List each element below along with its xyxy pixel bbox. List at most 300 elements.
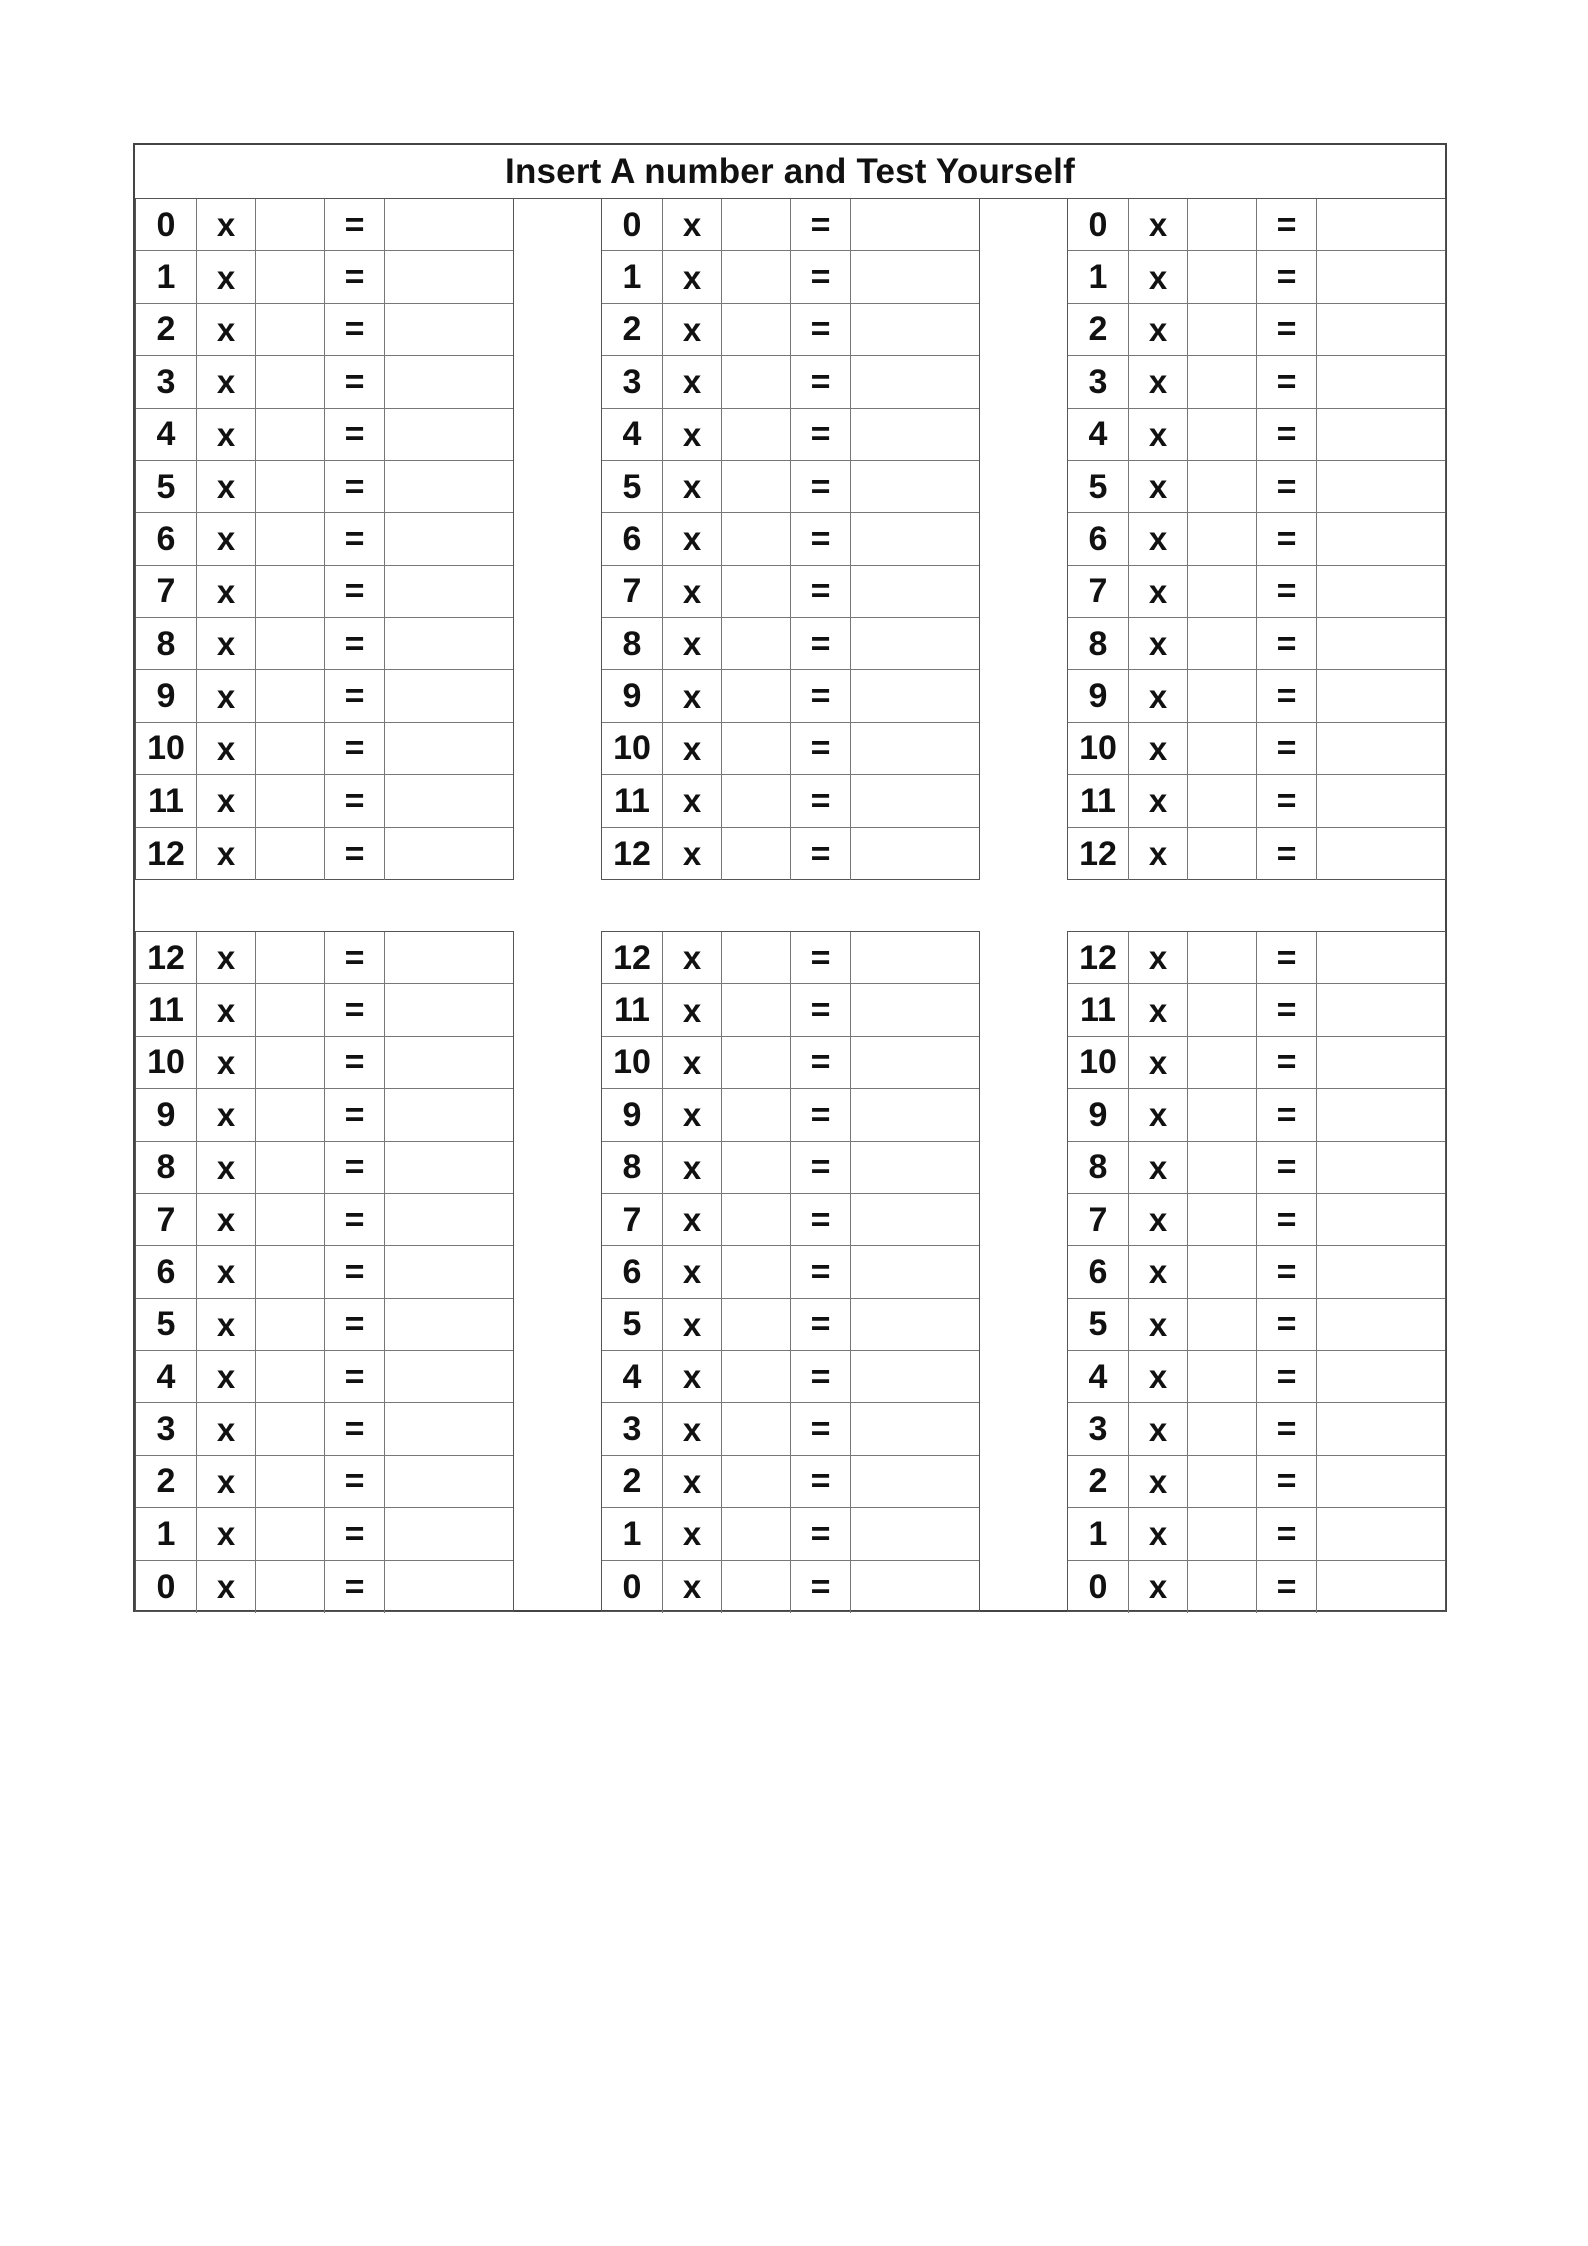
multiplier-input[interactable]	[722, 251, 790, 302]
answer-input[interactable]	[385, 513, 513, 564]
multiplicand-number: 8	[1068, 1142, 1129, 1193]
table-row	[1068, 1403, 1445, 1455]
multiplier-input[interactable]	[256, 566, 324, 617]
multiply-sign: x	[197, 409, 256, 460]
multiply-sign: x	[1129, 513, 1188, 564]
answer-input[interactable]	[851, 566, 979, 617]
multiplicand-number: 8	[602, 1142, 663, 1193]
answer-cell	[385, 513, 513, 564]
multiplier-input[interactable]	[256, 409, 324, 460]
answer-input[interactable]	[851, 618, 979, 669]
multiplier-input[interactable]	[1188, 1299, 1256, 1350]
multiplier-input[interactable]	[1188, 828, 1256, 880]
multiplier-cell	[1188, 566, 1257, 617]
equals-sign: =	[1257, 775, 1317, 826]
table-row	[1068, 304, 1445, 356]
answer-cell	[385, 1351, 513, 1402]
multiplier-cell	[722, 356, 791, 407]
answer-cell	[385, 566, 513, 617]
answer-input[interactable]	[385, 1194, 513, 1245]
answer-input[interactable]	[1317, 409, 1445, 460]
table-row	[602, 304, 979, 356]
table-row	[136, 566, 513, 618]
multiply-sign: x	[1129, 1561, 1188, 1613]
multiplier-input[interactable]	[1188, 1246, 1256, 1297]
answer-input[interactable]	[385, 670, 513, 721]
multiplicand-number: 12	[1068, 828, 1129, 880]
multiplier-input[interactable]	[256, 1089, 324, 1140]
multiplier-input[interactable]	[256, 1299, 324, 1350]
answer-input[interactable]	[851, 670, 979, 721]
answer-cell	[385, 984, 513, 1035]
answer-cell	[851, 932, 979, 983]
multiplicand-number: 2	[602, 304, 663, 355]
answer-cell	[385, 618, 513, 669]
multiplier-input[interactable]	[722, 1246, 790, 1297]
multiplier-cell	[1188, 513, 1257, 564]
table-row	[602, 984, 979, 1036]
table-row	[1068, 618, 1445, 670]
answer-cell	[851, 984, 979, 1035]
multiplier-cell	[256, 409, 325, 460]
answer-input[interactable]	[1317, 304, 1445, 355]
answer-cell	[851, 1089, 979, 1140]
answer-input[interactable]	[1317, 1246, 1445, 1297]
multiplier-cell	[256, 1194, 325, 1245]
answer-input[interactable]	[851, 1508, 979, 1559]
multiplicand-number: 6	[136, 513, 197, 564]
multiplier-input[interactable]	[256, 356, 324, 407]
multiplier-cell	[256, 356, 325, 407]
answer-input[interactable]	[385, 1351, 513, 1402]
multiplier-input[interactable]	[256, 304, 324, 355]
multiplier-input[interactable]	[1188, 984, 1256, 1035]
answer-input[interactable]	[1317, 513, 1445, 564]
answer-input[interactable]	[851, 199, 979, 250]
answer-input[interactable]	[385, 1561, 513, 1613]
multiplier-input[interactable]	[1188, 1194, 1256, 1245]
equals-sign: =	[791, 356, 851, 407]
table-row	[602, 461, 979, 513]
multiplier-input[interactable]	[1188, 304, 1256, 355]
answer-input[interactable]	[851, 1089, 979, 1140]
answer-input[interactable]	[1317, 775, 1445, 826]
answer-cell	[1317, 513, 1445, 564]
multiplicand-number: 4	[136, 409, 197, 460]
multiplier-input[interactable]	[256, 513, 324, 564]
answer-cell	[385, 1561, 513, 1613]
multiplier-cell	[1188, 1508, 1257, 1559]
multiplier-input[interactable]	[722, 932, 790, 983]
answer-cell	[1317, 409, 1445, 460]
equals-sign: =	[325, 1403, 385, 1454]
answer-input[interactable]	[385, 1508, 513, 1559]
answer-input[interactable]	[1317, 1508, 1445, 1559]
equals-sign: =	[1257, 984, 1317, 1035]
answer-input[interactable]	[851, 304, 979, 355]
multiplier-input[interactable]	[722, 670, 790, 721]
multiply-sign: x	[197, 1561, 256, 1613]
multiplier-input[interactable]	[1188, 1351, 1256, 1402]
multiplier-input[interactable]	[722, 1089, 790, 1140]
equals-sign: =	[791, 1142, 851, 1193]
multiply-sign: x	[1129, 461, 1188, 512]
multiplier-input[interactable]	[1188, 356, 1256, 407]
equals-sign: =	[791, 1456, 851, 1507]
answer-input[interactable]	[385, 1142, 513, 1193]
multiplicand-number: 4	[602, 1351, 663, 1402]
multiplier-input[interactable]	[256, 199, 324, 250]
multiplier-input[interactable]	[256, 1508, 324, 1559]
answer-input[interactable]	[851, 932, 979, 983]
multiplier-cell	[1188, 1142, 1257, 1193]
answer-cell	[1317, 199, 1445, 250]
multiply-sign: x	[663, 513, 722, 564]
answer-cell	[851, 304, 979, 355]
answer-input[interactable]	[851, 1351, 979, 1402]
multiplicand-number: 2	[136, 304, 197, 355]
multiplier-input[interactable]	[256, 1194, 324, 1245]
answer-input[interactable]	[385, 1037, 513, 1088]
multiplier-input[interactable]	[256, 1142, 324, 1193]
answer-input[interactable]	[385, 1089, 513, 1140]
answer-input[interactable]	[385, 618, 513, 669]
answer-cell	[851, 356, 979, 407]
table-row	[1068, 723, 1445, 775]
multiplier-input[interactable]	[256, 1037, 324, 1088]
multiplier-input[interactable]	[256, 670, 324, 721]
answer-input[interactable]	[851, 1037, 979, 1088]
answer-input[interactable]	[1317, 1456, 1445, 1507]
multiplier-input[interactable]	[1188, 1456, 1256, 1507]
equals-sign: =	[1257, 618, 1317, 669]
multiplier-input[interactable]	[1188, 1508, 1256, 1559]
answer-input[interactable]	[1317, 566, 1445, 617]
multiplier-input[interactable]	[722, 828, 790, 880]
table-row	[1068, 1508, 1445, 1560]
multiplier-input[interactable]	[256, 723, 324, 774]
answer-input[interactable]	[851, 251, 979, 302]
answer-cell	[851, 723, 979, 774]
multiplier-input[interactable]	[722, 461, 790, 512]
answer-input[interactable]	[1317, 618, 1445, 669]
table-row	[602, 1246, 979, 1298]
multiplier-input[interactable]	[1188, 1403, 1256, 1454]
equals-sign: =	[325, 984, 385, 1035]
multiplicand-number: 0	[1068, 199, 1129, 250]
multiply-sign: x	[197, 1456, 256, 1507]
answer-input[interactable]	[385, 409, 513, 460]
answer-input[interactable]	[1317, 1194, 1445, 1245]
multiplier-cell	[722, 1456, 791, 1507]
table-row	[136, 828, 513, 880]
answer-input[interactable]	[851, 1142, 979, 1193]
table-row	[136, 984, 513, 1036]
answer-cell	[1317, 984, 1445, 1035]
table-row	[136, 251, 513, 303]
equals-sign: =	[1257, 1403, 1317, 1454]
answer-cell	[851, 1403, 979, 1454]
table-row	[602, 1194, 979, 1246]
equals-sign: =	[325, 566, 385, 617]
answer-input[interactable]	[1317, 1561, 1445, 1613]
answer-cell	[1317, 723, 1445, 774]
answer-input[interactable]	[851, 1403, 979, 1454]
multiplicand-number: 11	[1068, 775, 1129, 826]
multiplier-cell	[1188, 304, 1257, 355]
answer-input[interactable]	[385, 828, 513, 880]
multiplier-input[interactable]	[256, 828, 324, 880]
multiplicand-number: 5	[136, 1299, 197, 1350]
answer-input[interactable]	[385, 1456, 513, 1507]
answer-input[interactable]	[851, 461, 979, 512]
multiply-sign: x	[1129, 828, 1188, 880]
multiplier-input[interactable]	[722, 513, 790, 564]
answer-input[interactable]	[851, 1299, 979, 1350]
multiplier-input[interactable]	[256, 618, 324, 669]
multiply-sign: x	[1129, 1037, 1188, 1088]
answer-cell	[851, 618, 979, 669]
answer-input[interactable]	[851, 1561, 979, 1613]
equals-sign: =	[325, 1299, 385, 1350]
multiplier-cell	[256, 1403, 325, 1454]
answer-input[interactable]	[1317, 1299, 1445, 1350]
table-row	[602, 356, 979, 408]
equals-sign: =	[1257, 566, 1317, 617]
multiplier-cell	[256, 1508, 325, 1559]
multiplier-cell	[256, 461, 325, 512]
multiplier-input[interactable]	[722, 1299, 790, 1350]
multiplicand-number: 1	[602, 1508, 663, 1559]
multiply-sign: x	[197, 1299, 256, 1350]
multiplicand-number: 11	[602, 984, 663, 1035]
equals-sign: =	[1257, 1037, 1317, 1088]
multiplicand-number: 3	[1068, 1403, 1129, 1454]
answer-cell	[851, 670, 979, 721]
answer-cell	[385, 1299, 513, 1350]
multiplier-input[interactable]	[256, 1403, 324, 1454]
multiply-sign: x	[1129, 775, 1188, 826]
multiplier-input[interactable]	[1188, 251, 1256, 302]
answer-input[interactable]	[851, 828, 979, 880]
equals-sign: =	[791, 1508, 851, 1559]
multiplier-input[interactable]	[1188, 409, 1256, 460]
multiplier-cell	[256, 1037, 325, 1088]
multiply-sign: x	[1129, 566, 1188, 617]
multiplicand-number: 0	[602, 199, 663, 250]
answer-input[interactable]	[385, 984, 513, 1035]
multiply-sign: x	[197, 828, 256, 880]
multiplier-input[interactable]	[722, 984, 790, 1035]
equals-sign: =	[1257, 932, 1317, 983]
equals-sign: =	[325, 304, 385, 355]
table-row	[1068, 1142, 1445, 1194]
multiplier-cell	[722, 199, 791, 250]
multiply-sign: x	[663, 1508, 722, 1559]
answer-input[interactable]	[1317, 828, 1445, 880]
multiplier-input[interactable]	[1188, 775, 1256, 826]
table-row	[1068, 409, 1445, 461]
table-row	[136, 1351, 513, 1403]
multiply-sign: x	[1129, 1508, 1188, 1559]
multiplier-cell	[1188, 461, 1257, 512]
multiplier-input[interactable]	[256, 1246, 324, 1297]
answer-input[interactable]	[851, 775, 979, 826]
multiplier-cell	[256, 1456, 325, 1507]
multiplier-input[interactable]	[256, 775, 324, 826]
multiplier-input[interactable]	[1188, 1037, 1256, 1088]
multiplicand-number: 4	[1068, 1351, 1129, 1402]
answer-input[interactable]	[385, 356, 513, 407]
multiply-sign: x	[1129, 1142, 1188, 1193]
table-row	[602, 775, 979, 827]
answer-input[interactable]	[1317, 1089, 1445, 1140]
multiplier-input[interactable]	[1188, 618, 1256, 669]
answer-input[interactable]	[385, 1299, 513, 1350]
multiplier-input[interactable]	[1188, 461, 1256, 512]
multiply-sign: x	[1129, 1299, 1188, 1350]
equals-sign: =	[325, 670, 385, 721]
answer-input[interactable]	[1317, 199, 1445, 250]
multiplier-input[interactable]	[256, 1561, 324, 1613]
multiplicand-number: 2	[1068, 1456, 1129, 1507]
table-row	[136, 932, 513, 984]
table-row	[1068, 356, 1445, 408]
equals-sign: =	[325, 356, 385, 407]
multiplier-input[interactable]	[722, 1351, 790, 1402]
answer-input[interactable]	[1317, 1037, 1445, 1088]
answer-input[interactable]	[385, 775, 513, 826]
answer-input[interactable]	[1317, 251, 1445, 302]
equals-sign: =	[325, 199, 385, 250]
multiplicand-number: 4	[136, 1351, 197, 1402]
answer-input[interactable]	[1317, 1142, 1445, 1193]
table-row	[602, 1456, 979, 1508]
multiplier-cell	[256, 1246, 325, 1297]
multiplier-input[interactable]	[256, 251, 324, 302]
multiplier-input[interactable]	[1188, 1142, 1256, 1193]
answer-input[interactable]	[851, 356, 979, 407]
answer-cell	[1317, 356, 1445, 407]
multiplier-input[interactable]	[1188, 199, 1256, 250]
answer-input[interactable]	[851, 1246, 979, 1297]
multiply-sign: x	[197, 513, 256, 564]
answer-input[interactable]	[385, 566, 513, 617]
multiplier-input[interactable]	[722, 1508, 790, 1559]
multiplier-input[interactable]	[1188, 670, 1256, 721]
answer-input[interactable]	[1317, 1403, 1445, 1454]
multiplicand-number: 1	[136, 251, 197, 302]
answer-input[interactable]	[385, 304, 513, 355]
multiplier-input[interactable]	[722, 199, 790, 250]
multiplier-input[interactable]	[256, 1456, 324, 1507]
answer-input[interactable]	[385, 1403, 513, 1454]
answer-input[interactable]	[851, 723, 979, 774]
multiplier-input[interactable]	[722, 723, 790, 774]
answer-input[interactable]	[1317, 932, 1445, 983]
multiply-sign: x	[197, 618, 256, 669]
answer-input[interactable]	[385, 723, 513, 774]
multiplicand-number: 9	[1068, 670, 1129, 721]
multiply-sign: x	[197, 932, 256, 983]
multiplier-input[interactable]	[722, 566, 790, 617]
multiplier-input[interactable]	[722, 1561, 790, 1613]
answer-input[interactable]	[385, 1246, 513, 1297]
multiplier-cell	[256, 1089, 325, 1140]
equals-sign: =	[1257, 1508, 1317, 1559]
answer-input[interactable]	[1317, 723, 1445, 774]
answer-cell	[385, 1142, 513, 1193]
answer-cell	[851, 1142, 979, 1193]
answer-input[interactable]	[851, 1194, 979, 1245]
multiplier-input[interactable]	[1188, 1089, 1256, 1140]
multiply-sign: x	[1129, 304, 1188, 355]
answer-input[interactable]	[1317, 670, 1445, 721]
multiplier-input[interactable]	[1188, 513, 1256, 564]
answer-cell	[385, 409, 513, 460]
multiplicand-number: 0	[1068, 1561, 1129, 1613]
answer-cell	[385, 1403, 513, 1454]
answer-input[interactable]	[851, 513, 979, 564]
answer-input[interactable]	[385, 932, 513, 983]
multiplier-input[interactable]	[722, 1142, 790, 1193]
multiply-sign: x	[197, 723, 256, 774]
multiplier-input[interactable]	[722, 356, 790, 407]
multiplier-input[interactable]	[722, 409, 790, 460]
answer-input[interactable]	[385, 251, 513, 302]
multiplier-input[interactable]	[722, 1037, 790, 1088]
multiply-sign: x	[1129, 1403, 1188, 1454]
answer-input[interactable]	[1317, 461, 1445, 512]
equals-sign: =	[1257, 1142, 1317, 1193]
multiply-sign: x	[197, 1142, 256, 1193]
equals-sign: =	[791, 513, 851, 564]
equals-sign: =	[325, 1456, 385, 1507]
worksheet-title: Insert A number and Test Yourself	[135, 145, 1445, 199]
multiplier-input[interactable]	[256, 461, 324, 512]
multiplier-cell	[256, 566, 325, 617]
answer-input[interactable]	[385, 461, 513, 512]
multiplier-input[interactable]	[1188, 566, 1256, 617]
multiplier-input[interactable]	[1188, 932, 1256, 983]
multiplier-input[interactable]	[722, 304, 790, 355]
multiplier-input[interactable]	[722, 775, 790, 826]
equals-sign: =	[325, 775, 385, 826]
multiplier-input[interactable]	[256, 932, 324, 983]
answer-input[interactable]	[851, 409, 979, 460]
equals-sign: =	[325, 1561, 385, 1613]
multiply-sign: x	[197, 566, 256, 617]
answer-input[interactable]	[1317, 984, 1445, 1035]
multiplier-input[interactable]	[722, 1456, 790, 1507]
multiplier-input[interactable]	[256, 1351, 324, 1402]
equals-sign: =	[325, 251, 385, 302]
answer-input[interactable]	[385, 199, 513, 250]
answer-input[interactable]	[1317, 356, 1445, 407]
answer-input[interactable]	[1317, 1351, 1445, 1402]
equals-sign: =	[325, 1194, 385, 1245]
multiplier-input[interactable]	[1188, 1561, 1256, 1613]
multiplier-input[interactable]	[722, 1403, 790, 1454]
multiplier-input[interactable]	[722, 1194, 790, 1245]
multiplier-input[interactable]	[722, 618, 790, 669]
multiplier-input[interactable]	[1188, 723, 1256, 774]
equals-sign: =	[791, 618, 851, 669]
table-row	[1068, 1246, 1445, 1298]
multiplier-input[interactable]	[256, 984, 324, 1035]
answer-input[interactable]	[851, 1456, 979, 1507]
answer-input[interactable]	[851, 984, 979, 1035]
